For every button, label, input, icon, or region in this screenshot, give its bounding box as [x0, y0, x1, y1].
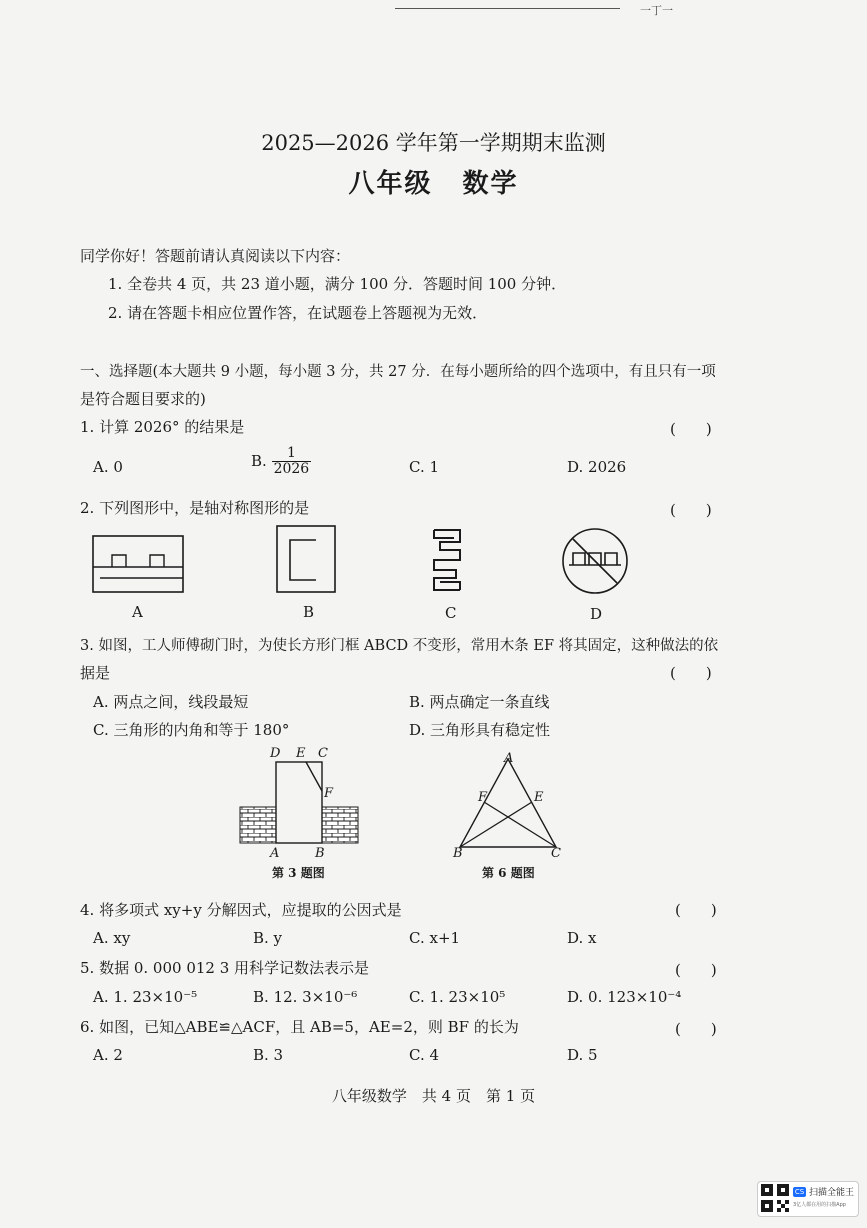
q3-option-c: C. 三角形的内角和等于 180°	[93, 721, 290, 739]
q1-answer-paren: ( )	[670, 420, 712, 438]
fig3-point-c: C	[318, 746, 328, 761]
fig3-point-d: D	[270, 746, 281, 761]
scanner-logo-icon: CS	[794, 1188, 805, 1196]
q1-option-b-prefix: B.	[251, 451, 267, 470]
q1-option-a: A. 0	[93, 458, 123, 476]
fig3-point-e: E	[296, 746, 306, 761]
q4-option-d: D. x	[567, 929, 597, 947]
q5-option-d: D. 0. 123×10⁻⁴	[567, 988, 682, 1006]
fig3-point-b: B	[315, 846, 325, 861]
fig6-triangle	[448, 755, 568, 855]
subject-label: 数学	[462, 169, 519, 199]
q4-option-b: B. y	[253, 929, 283, 947]
q1-option-b-numerator: 1	[286, 445, 296, 461]
q2-answer-paren: ( )	[670, 501, 712, 519]
scanner-name: 扫描全能王	[809, 1188, 855, 1198]
q5-stem: 5. 数据 0. 000 012 3 用科学记数法表示是	[80, 959, 370, 977]
fig6-point-c: C	[551, 846, 561, 861]
q5-answer-paren: ( )	[675, 961, 717, 979]
q3-stem-line-1: 3. 如图，工人师傅砌门时，为使长方形门框 ABCD 不变形，常用木条 EF 将其固定，这种做法的依	[80, 638, 719, 654]
q1-option-b	[251, 446, 311, 478]
q4-option-c: C. x+1	[409, 929, 461, 947]
q6-option-b: B. 3	[253, 1046, 284, 1064]
scanner-tagline: 3亿人都在用的扫描App	[793, 1202, 846, 1208]
fig6-point-b: B	[453, 846, 463, 861]
q5-option-a: A. 1. 23×10⁻⁵	[93, 988, 198, 1006]
grade-label: 八年级	[348, 169, 433, 199]
q2-label-d: D	[590, 605, 603, 623]
q2-label-b: B	[303, 603, 315, 621]
fig3-door-frame	[232, 745, 362, 863]
fig6-point-f: F	[478, 790, 488, 805]
q5-option-b: B. 12. 3×10⁻⁶	[253, 988, 358, 1006]
q2-figure-c	[430, 528, 466, 592]
q3-stem-line-2: 据是	[80, 664, 111, 682]
fig6-caption: 第 6 题图	[482, 866, 535, 880]
q2-label-a: A	[132, 603, 143, 621]
q6-answer-paren: ( )	[675, 1020, 717, 1038]
intro-rule-2: 2. 请在答题卡相应位置作答，在试题卷上答题视为无效．	[108, 304, 488, 322]
section-heading-line-1: 一、选择题(本大题共 9 小题，每小题 3 分，共 27 分．在每小题所给的四个选项中，有且只有一项	[80, 364, 716, 380]
q1-option-b-fraction	[272, 446, 312, 478]
exam-title: 2025—2026 学年第一学期期末监测	[261, 131, 606, 155]
section-heading-line-2: 是符合题目要求的)	[80, 390, 206, 408]
page-footer: 八年级数学 共 4 页 第 1 页	[331, 1087, 536, 1105]
q3-answer-paren: ( )	[670, 664, 712, 682]
scan-top-line	[395, 8, 620, 9]
q1-option-c: C. 1	[409, 458, 440, 476]
q1-stem: 1. 计算 2026° 的结果是	[80, 418, 245, 436]
fig3-point-f: F	[324, 786, 334, 801]
q4-answer-paren: ( )	[675, 901, 717, 919]
q2-figure-d	[561, 527, 629, 595]
q3-option-a: A. 两点之间，线段最短	[93, 693, 249, 711]
exam-subtitle	[0, 163, 867, 200]
q2-figure-b	[276, 525, 336, 593]
scan-top-mark: 一丁一	[640, 4, 673, 17]
qr-code-icon	[761, 1184, 789, 1212]
q3-option-b: B. 两点确定一条直线	[409, 693, 550, 711]
q2-label-c: C	[445, 604, 457, 622]
intro-rule-1: 1. 全卷共 4 页，共 23 道小题，满分 100 分．答题时间 100 分钟．	[108, 275, 567, 293]
q1-option-b-denominator: 2026	[273, 461, 310, 478]
q6-option-c: C. 4	[409, 1046, 440, 1064]
fig6-point-a: A	[504, 751, 514, 766]
fig6-point-e: E	[534, 790, 544, 805]
q2-stem: 2. 下列图形中，是轴对称图形的是	[80, 499, 310, 517]
q6-stem: 6. 如图，已知△ABE≌△ACF，且 AB=5，AE=2，则 BF 的长为	[80, 1018, 519, 1036]
intro-greeting: 同学你好！答题前请认真阅读以下内容：	[80, 247, 351, 265]
q2-figure-a	[92, 535, 184, 593]
fig3-point-a: A	[270, 846, 280, 861]
q4-option-a: A. xy	[93, 929, 131, 947]
q6-option-a: A. 2	[93, 1046, 123, 1064]
fig3-caption: 第 3 题图	[272, 866, 325, 880]
q6-option-d: D. 5	[567, 1046, 598, 1064]
q5-option-c: C. 1. 23×10⁵	[409, 988, 506, 1006]
q4-stem: 4. 将多项式 xy+y 分解因式，应提取的公因式是	[80, 901, 402, 919]
q3-option-d: D. 三角形具有稳定性	[409, 721, 551, 739]
q1-option-d: D. 2026	[567, 458, 627, 476]
